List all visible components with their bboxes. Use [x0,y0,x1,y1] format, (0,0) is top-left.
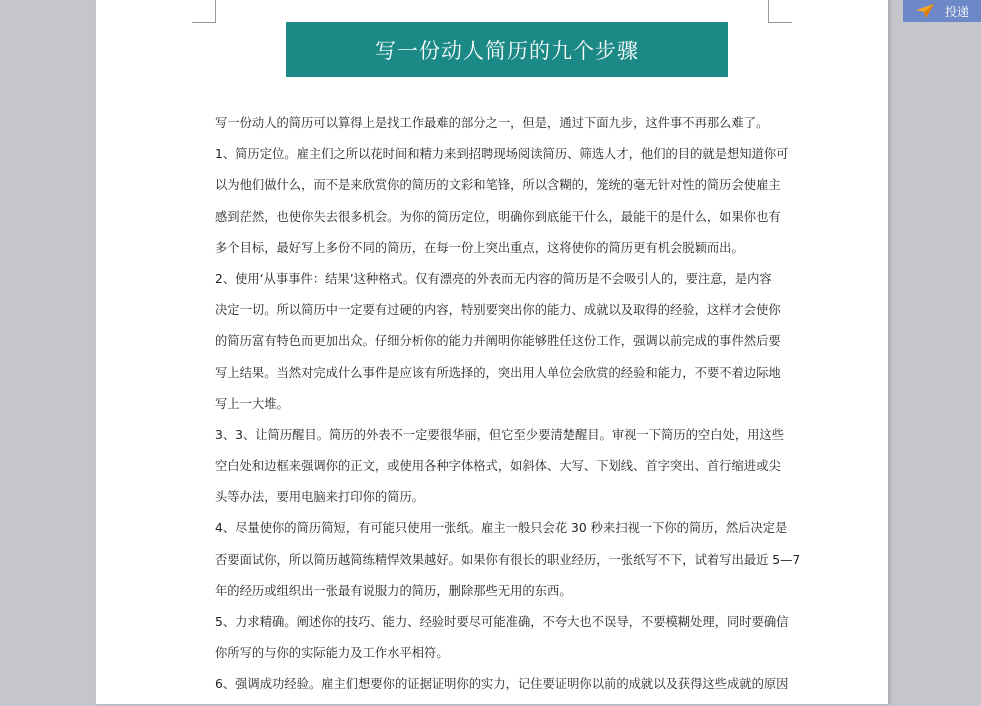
margin-corner-mark [768,0,792,23]
margin-corner-mark [192,0,216,23]
document-page [96,0,888,704]
text-line: 决定一切。所以简历中一定要有过硬的内容，特别要突出你的能力、成就以及取得的经验，这样才会使你 [215,303,781,318]
text-line: 5、力求精确。阐述你的技巧、能力、经验时要尽可能准确，不夸大也不误导，不要模糊处理，同时要确信 [215,615,789,629]
send-label: 投递 [945,4,970,19]
text-line: 3、3、让简历醒目。简历的外表不一定要很华丽，但它至少要清楚醒目。审视一下简历的空白处，用这些 [215,427,785,442]
text-line: 2、使用‘从事事件：结果’这种格式。仅有漂亮的外表而无内容的简历是不会吸引人的，要注意，是内容 [215,271,772,286]
text-line: 4、尽量使你的简历简短，有可能只使用一张纸。雇主一般只会花 30 秒来扫视一下你的简历，然后决定是 [215,521,788,536]
text-line: 感到茫然，也使你失去很多机会。为你的简历定位，明确你到底能干什么，最能干的是什么，如果你也有 [215,209,781,224]
text-line: 写上结果。当然对完成什么事件是应该有所选择的，突出用人单位会欣赏的经验和能力，不要不着边际地 [215,365,781,380]
paper-plane-icon [915,3,935,19]
text-line: 写一份动人的简历可以算得上是找工作最难的部分之一，但是，通过下面九步，这件事不再那么难了。 [215,116,769,130]
text-line: 以为他们做什么，而不是来欣赏你的简历的文彩和笔锋，所以含糊的，笼统的毫无针对性的简历会使雇主 [215,178,781,193]
document-body [215,113,801,706]
text-line: 的简历富有特色而更加出众。仔细分析你的能力并阐明你能够胜任这份工作，强调以前完成的事件然后要 [215,334,781,349]
text-line: 头等办法，要用电脑来打印你的简历。 [215,490,425,505]
text-line: 空白处和边框来强调你的正文，或使用各种字体格式，如斜体、大写、下划线、首字突出、首行缩进或尖 [215,459,781,474]
text-line: 1、简历定位。雇主们之所以花时间和精力来到招聘现场阅读简历、筛选人才，他们的目的就是想知道你可 [215,147,789,162]
text-line: 你所写的与你的实际能力及工作水平相符。 [215,646,449,661]
text-line: 6、强调成功经验。雇主们想要你的证据证明你的实力，记住要证明你以前的成就以及获得这些成就的原因 [215,677,789,692]
text-line: 写上一大堆。 [215,396,289,411]
text-line: 多个目标，最好写上多份不同的简历，在每一份上突出重点，这将使你的简历更有机会脱颖而出。 [215,240,744,255]
text-line: 年的经历或组织出一张最有说服力的简历，删除那些无用的东西。 [215,583,572,598]
document-title: 写一份动人简历的九个步骤 [286,22,728,77]
text-line: 否要面试你，所以简历越简练精悍效果越好。如果你有很长的职业经历，一张纸写不下，试着写出最近 5—7 [215,552,801,567]
send-resume-button[interactable] [903,0,981,22]
